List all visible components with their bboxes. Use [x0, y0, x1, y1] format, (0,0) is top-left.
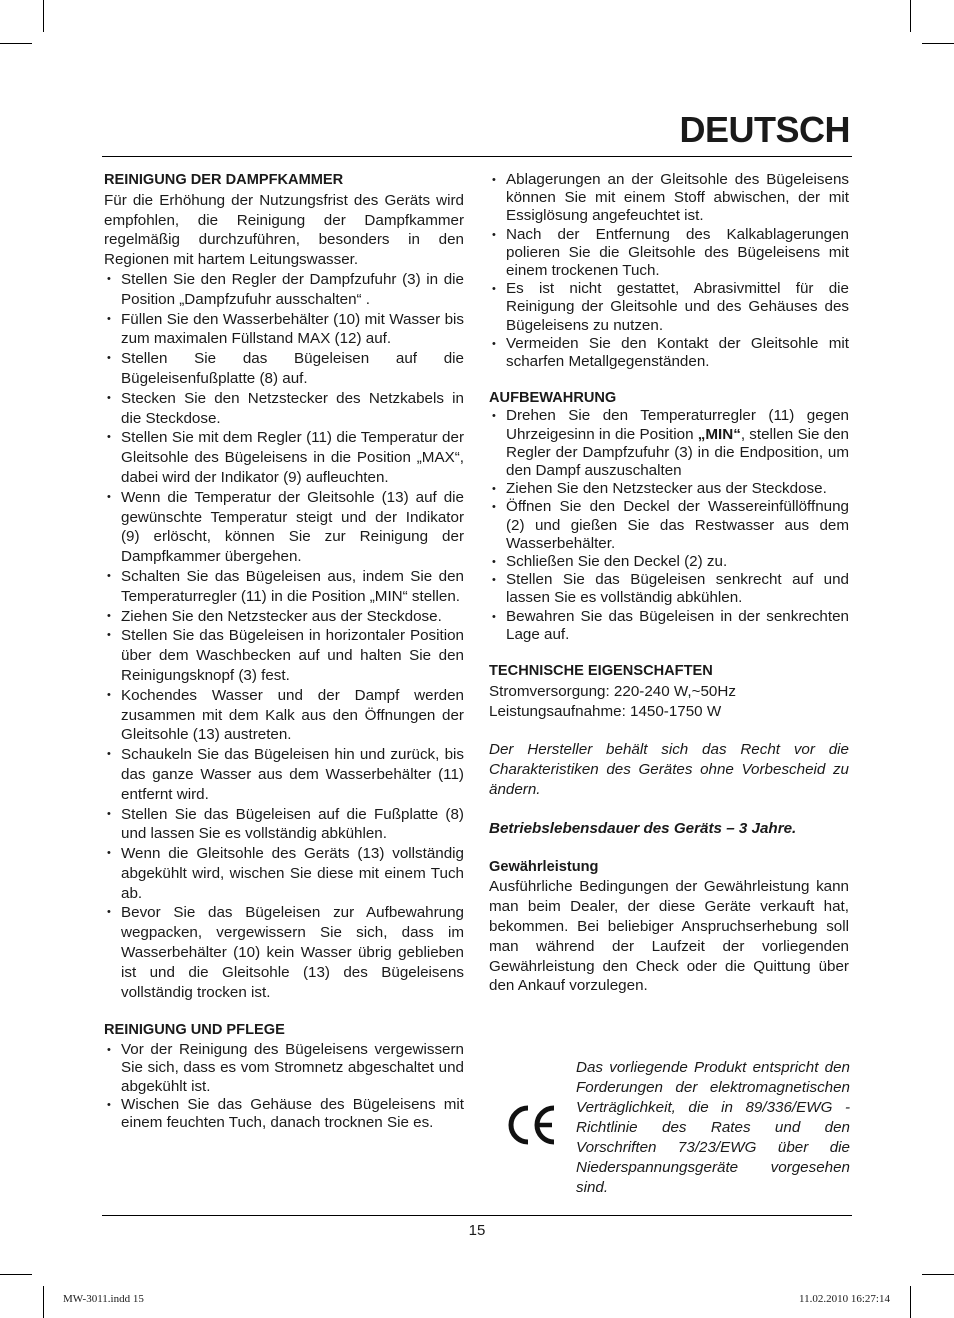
list-item: • Vermeiden Sie den Kontakt der Gleitsohle mit scharfen Metallgegenständen.: [489, 335, 849, 371]
list-item: • Bevor Sie das Bügeleisen zur Aufbewahrung wegpacken, vergewissern Sie sich, dass im Wasserbehälter (10) kein Wasser übrig geblieben ist und die Gleitsohle (13) des Bügeleisens vollständig trocken ist.: [104, 903, 464, 1002]
list-item: • Stellen Sie das Bügeleisen senkrecht auf und lassen Sie es vollständig abkühlen.: [489, 571, 849, 607]
footer-rule: [102, 1215, 852, 1216]
list-item: • Stecken Sie den Netzstecker des Netzkabels in die Steckdose.: [104, 389, 464, 429]
list-item: • Es ist nicht gestattet, Abrasivmittel für die Reinigung der Gleitsohle und des Gehäuses des Bügeleisens zu nutzen.: [489, 280, 849, 335]
section-heading: Gewährleistung: [489, 858, 599, 875]
crop-mark: [922, 43, 954, 44]
section-heading: REINIGUNG DER DAMPFKAMMER: [104, 172, 344, 188]
position-min-label: „MIN“: [697, 425, 741, 443]
spacer: [489, 839, 849, 858]
page-number: 15: [468, 1222, 486, 1239]
page-title: DEUTSCH: [679, 109, 850, 150]
care-list: [104, 1041, 464, 1132]
list-item: • Stellen Sie das Bügeleisen auf die Bügeleisenfußplatte (8) auf.: [104, 349, 464, 389]
list-item-text: Drehen Sie den Temperaturregler (11) gegen Uhrzeigesinn in die Position: [506, 407, 849, 443]
list-item: • Ablagerungen an der Gleitsohle des Bügeleisens können Sie mit einem Stoff abwischen, der mit Essiglösung angefeuchtet ist.: [489, 171, 849, 226]
spec-power-consumption: Leistungsaufnahme: 1450-1750 W: [489, 702, 722, 720]
list-item: • Stellen Sie das Bügeleisen in horizontaler Position über dem Waschbecken auf und halten Sie den Reinigungsknopf (3) fest.: [104, 626, 464, 685]
list-item: • Stellen Sie das Bügeleisen auf die Fußplatte (8) und lassen Sie es vollständig abkühlen.: [104, 805, 464, 845]
list-item: • Vor der Reinigung des Bügeleisens vergewissern Sie sich, dass es vom Stromnetz abgeschaltet und abgekühlt ist.: [104, 1041, 464, 1096]
header-rule: [102, 156, 852, 157]
list-item: • Kochendes Wasser und der Dampf werden zusammen mit dem Kalk aus den Öffnungen der Gleitsohle (13) austreten.: [104, 686, 464, 745]
crop-mark: [910, 0, 911, 32]
list-item: • Öffnen Sie den Deckel der Wassereinfüllöffnung (2) und gießen Sie das Restwasser aus dem Wasserbehälter.: [489, 498, 849, 553]
ce-mark-icon: [504, 1104, 562, 1146]
list-item: • Wenn die Gleitsohle des Geräts (13) vollständig abgekühlt wird, wischen Sie diese mit einem Tuch ab.: [104, 844, 464, 903]
right-column: [489, 171, 849, 996]
list-item-text: , stellen Sie den Regler der Dampfzufuhr (3) in die Endposition, um den Dampf auszuschalten: [506, 425, 849, 480]
left-column: [104, 171, 464, 1132]
crop-mark: [43, 1286, 44, 1318]
list-item: • Ziehen Sie den Netzstecker aus der Steckdose.: [104, 607, 464, 627]
list-item: • Wenn die Temperatur der Gleitsohle (13) auf die gewünschte Temperatur steigt und der Indikator (9) erlöscht, können Sie zur Reinigung der Dampfkammer übergehen.: [104, 488, 464, 567]
section-heading: TECHNISCHE EIGENSCHAFTEN: [489, 663, 713, 680]
spacer: [489, 371, 849, 389]
crop-mark: [910, 1286, 911, 1318]
storage-list: [489, 407, 849, 644]
warranty-text: Ausführliche Bedingungen der Gewährleistung kann man beim Dealer, der diese Geräte verkauft hat, bekommen. Bei beliebiger Anspruchserhebung soll man während der Laufzeit der vorliegenden Gewährleistung den Check oder die Quittung über den Ankauf vorzulegen.: [489, 878, 849, 995]
list-item: • Schließen Sie den Deckel (2) zu.: [489, 553, 849, 571]
list-item: • Stellen Sie den Regler der Dampfzufuhr (3) in die Position „Dampfzufuhr ausschalten“ .: [104, 270, 464, 310]
list-item: • Schaukeln Sie das Bügeleisen hin und zurück, bis das ganze Wasser aus dem Wasserbehälter (11) entfernt wird.: [104, 745, 464, 804]
ce-conformity-block: [489, 1058, 851, 1198]
list-item: • Nach der Entfernung des Kalkablagerungen polieren Sie die Gleitsohle des Bügeleisens mit einem trockenen Tuch.: [489, 226, 849, 281]
print-date-label: 11.02.2010 16:27:14: [799, 1293, 890, 1305]
crop-mark: [0, 43, 32, 44]
spacer: [489, 721, 849, 740]
section-heading: REINIGUNG UND PFLEGE: [104, 1022, 285, 1039]
spacer: [104, 1002, 464, 1021]
steam-cleaning-list: [104, 270, 464, 1002]
list-item: • Schalten Sie das Bügeleisen aus, indem Sie den Temperaturregler (11) in die Position „MIN“ stellen.: [104, 567, 464, 607]
care-list-continued: [489, 171, 849, 371]
ce-conformity-text: Das vorliegende Produkt entspricht den Forderungen der elektromagnetischen Verträglichkeit, die in 89/336/EWG -Richtlinie des Rates und den Vorschriften 73/23/EWG über die Niederspannungsgeräte vorgesehen sind.: [576, 1059, 850, 1196]
lifetime-text: Betriebslebensdauer des Geräts – 3 Jahre.: [489, 819, 797, 837]
disclaimer-text: Der Hersteller behält sich das Recht vor die Charakteristiken des Gerätes ohne Vorbescheid zu ändern.: [489, 741, 849, 799]
spacer: [489, 644, 849, 662]
crop-mark: [0, 1274, 32, 1275]
list-item: • Füllen Sie den Wasserbehälter (10) mit Wasser bis zum maximalen Füllstand MAX (12) auf.: [104, 310, 464, 350]
section-heading: AUFBEWAHRUNG: [489, 390, 617, 407]
list-item: • Ziehen Sie den Netzstecker aus der Steckdose.: [489, 480, 849, 498]
spacer: [489, 800, 849, 819]
print-file-label: MW-3011.indd 15: [63, 1293, 144, 1305]
crop-mark: [43, 0, 44, 32]
list-item: • Wischen Sie das Gehäuse des Bügeleisens mit einem feuchten Tuch, danach trocknen Sie es.: [104, 1096, 464, 1132]
section-intro: Für die Erhöhung der Nutzungsfrist des Geräts wird empfohlen, die Reinigung der Dampfkammer regelmäßig durchzuführen, besonders in den Regionen mit hartem Leitungswasser.: [104, 191, 464, 269]
crop-mark: [922, 1274, 954, 1275]
spec-power-supply: Stromversorgung: 220-240 W,~50Hz: [489, 682, 736, 700]
list-item: • Bewahren Sie das Bügeleisen in der senkrechten Lage auf.: [489, 608, 849, 644]
list-item: [489, 407, 849, 480]
list-item: • Stellen Sie mit dem Regler (11) die Temperatur der Gleitsohle des Bügeleisens in die Position „MAX“, dabei wird der Indikator (9) aufleuchten.: [104, 428, 464, 487]
